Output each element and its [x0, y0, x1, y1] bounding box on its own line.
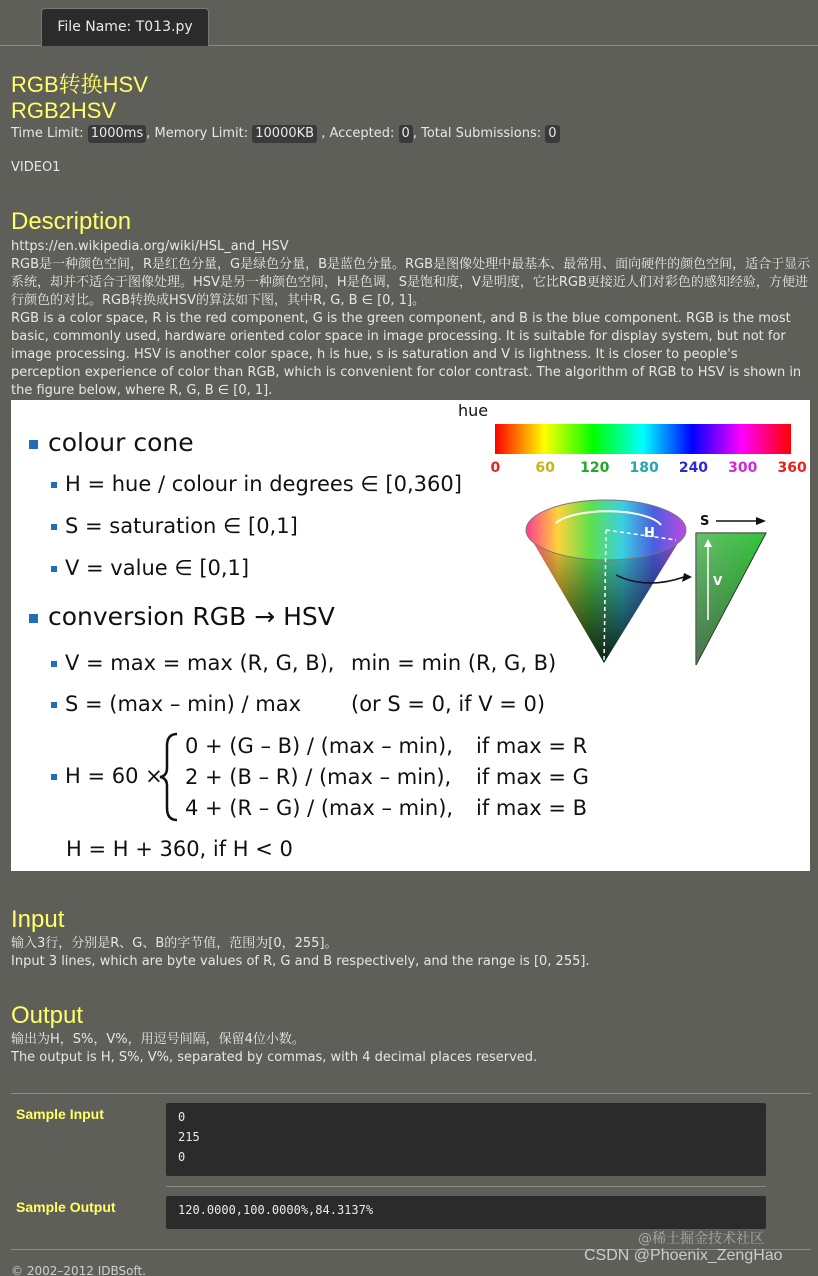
sample-output-label: Sample Output: [16, 1199, 116, 1215]
hue-tick-label: 0: [490, 460, 501, 476]
h-adjust: H = H + 360, if H < 0: [66, 837, 293, 861]
sample-input-line: 0: [178, 1150, 186, 1164]
colour-cone-bullet: colour cone: [29, 428, 194, 457]
total-submissions-label: , Total Submissions:: [412, 126, 542, 141]
description-url[interactable]: https://en.wikipedia.org/wiki/HSL_and_HSV: [11, 239, 289, 254]
h-definition: H = hue / colour in degrees ∈ [0,360]: [51, 472, 462, 496]
footer-copyright: © 2002–2012 IDBSoft.: [11, 1264, 146, 1276]
total-submissions-value: 0: [545, 125, 559, 143]
sample-input-line: 0: [178, 1110, 186, 1124]
output-body: [11, 1031, 811, 1067]
input-body: [11, 935, 811, 971]
hue-tick-label: 60: [535, 460, 555, 476]
file-tab[interactable]: File Name: T013.py: [41, 8, 209, 46]
time-limit-label: Time Limit:: [11, 126, 84, 141]
divider: [166, 1186, 766, 1187]
conversion-bullet: conversion RGB → HSV: [29, 602, 335, 631]
description-heading: Description: [11, 208, 132, 235]
description-body: [11, 238, 811, 400]
accepted-value: 0: [399, 125, 413, 143]
video-link[interactable]: VIDEO1: [11, 160, 61, 175]
hsv-cone-diagram: [516, 495, 776, 770]
v-formula: V = max = max (R, G, B),: [51, 651, 334, 675]
h-case-3: 4 + (R – G) / (max – min),: [185, 796, 454, 820]
sample-output-text: 120.0000,100.0000%,84.3137%: [178, 1203, 374, 1217]
problem-meta: [11, 125, 560, 143]
hue-tick-label: 240: [678, 460, 709, 476]
hsv-figure: [11, 400, 810, 871]
h-cond-3: if max = B: [476, 796, 588, 820]
sample-input-box: [166, 1103, 766, 1176]
time-limit-value: 1000ms: [88, 125, 147, 143]
s-definition: S = saturation ∈ [0,1]: [51, 514, 298, 538]
h-formula-prefix: H = 60 ×: [51, 764, 163, 788]
v-definition: V = value ∈ [0,1]: [51, 556, 249, 580]
input-desc-en: Input 3 lines, which are byte values of R, G and B respectively, and the range is [0, 255].: [11, 954, 590, 969]
tab-bar: [0, 0, 818, 46]
divider: [11, 1093, 811, 1094]
h-cond-1: if max = R: [476, 734, 588, 758]
cone-s-label: S: [700, 514, 710, 529]
accepted-label: , Accepted:: [321, 126, 395, 141]
hue-gradient-bar: [495, 424, 791, 454]
output-heading: Output: [11, 1002, 84, 1029]
hue-tick-label: 300: [728, 460, 758, 476]
page-title-cn: RGB转换HSV: [11, 72, 148, 97]
hue-tick-label: 120: [580, 460, 610, 476]
s-formula: S = (max – min) / max: [51, 692, 301, 716]
input-heading: Input: [11, 906, 65, 933]
hue-label: hue: [458, 401, 489, 420]
sample-input-label: Sample Input: [16, 1106, 104, 1122]
sample-input-line: 215: [178, 1130, 200, 1144]
min-formula: min = min (R, G, B): [351, 651, 557, 675]
sample-output-box: [166, 1196, 766, 1229]
h-case-2: 2 + (B – R) / (max – min),: [185, 765, 452, 789]
hue-tick-label: 360: [777, 460, 807, 476]
h-case-1: 0 + (G – B) / (max – min),: [185, 734, 453, 758]
description-en: RGB is a color space, R is the red component, G is the green component, and B is the blue component. RGB is the most basic, commonly used, hardware oriented color space in image processing. It is suitable for display system, but not for image processing. HSV is another color space, h is hue, s is saturation and V is lightness. It is closer to people's perception experience of color than RGB, which is convenient for color contrast. The algorithm of RGB to HSV is shown in the figure below, where R, G, B ∈ [0, 1].: [11, 311, 802, 398]
h-cond-2: if max = G: [476, 765, 589, 789]
watermark-juejin: @稀土掘金技术社区: [638, 1231, 764, 1247]
page-title-en: RGB2HSV: [11, 98, 117, 123]
memory-limit-label: , Memory Limit:: [146, 126, 249, 141]
input-desc-cn: 输入3行，分别是R、G、B的字节值，范围为[0，255]。: [11, 936, 338, 951]
cone-v-label: V: [713, 574, 723, 588]
output-desc-cn: 输出为H，S%，V%，用逗号间隔，保留4位小数。: [11, 1032, 305, 1047]
brace-icon: [157, 730, 183, 824]
watermark-csdn: CSDN @Phoenix_ZengHao: [584, 1247, 783, 1264]
memory-limit-value: 10000KB: [252, 125, 317, 143]
hue-tick-label: 180: [629, 460, 659, 476]
description-cn: RGB是一种颜色空间，R是红色分量，G是绿色分量，B是蓝色分量。RGB是图像处理中最基本、最常用、面向硬件的颜色空间，适合于显示系统，却并不适合于图像处理。HSV是另一种颜色空间，H是色调，S是饱和度，V是明度，它比RGB更接近人们对彩色的感知经验，方便进行颜色的对比。RGB转换成HSV的算法如下图，其中R, G, B ∈ [0, 1]。: [11, 257, 811, 308]
s-condition: (or S = 0, if V = 0): [351, 692, 546, 716]
output-desc-en: The output is H, S%, V%, separated by commas, with 4 decimal places reserved.: [11, 1050, 538, 1065]
cone-h-label: H: [644, 526, 655, 541]
